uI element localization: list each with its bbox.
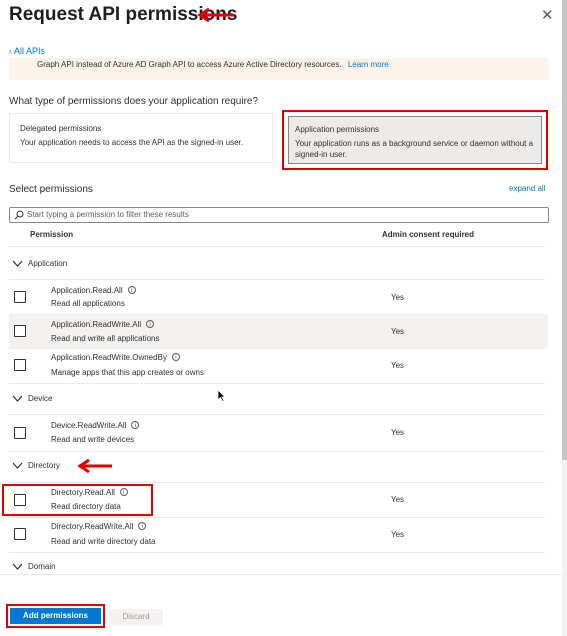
permission-name: Directory.Read.All: [51, 488, 115, 497]
delegated-permissions-card[interactable]: [9, 113, 273, 163]
permission-description: Manage apps that this app creates or owns: [51, 368, 204, 377]
info-icon[interactable]: i: [120, 488, 128, 496]
search-icon: [14, 210, 24, 220]
panel-title: Request API permissions: [9, 4, 238, 25]
permission-name: Application.ReadWrite.All: [51, 320, 142, 329]
chevron-down-icon: [12, 395, 23, 402]
admin-consent-value: Yes: [391, 293, 405, 302]
delegated-permissions-title: Delegated permissions: [20, 124, 102, 133]
application-permissions-card-inner: [288, 116, 542, 164]
permission-row-application-readwrite-all: [9, 315, 548, 348]
footer-divider: [0, 574, 562, 575]
permission-description: Read and write all applications: [51, 334, 160, 343]
permission-description: Read directory data: [51, 502, 121, 511]
annotation-highlight-directory-read-all: [2, 484, 153, 516]
chevron-down-icon: [12, 260, 23, 267]
scrollbar-thumb[interactable]: [562, 0, 567, 460]
permission-description: Read and write devices: [51, 435, 135, 444]
group-label-device: Device: [28, 394, 53, 403]
row-divider: [9, 552, 545, 553]
permission-name: Directory.ReadWrite.All: [51, 522, 134, 531]
header-divider: [9, 246, 545, 247]
banner-text: Graph API instead of Azure AD Graph API to access Azure Active Directory resources.: [37, 60, 342, 69]
checkbox-application-readwrite-ownedby[interactable]: [14, 359, 26, 371]
permission-search-input[interactable]: [9, 207, 549, 223]
permission-name-wrap: [51, 286, 136, 295]
permission-row-application-read-all: [9, 280, 548, 314]
permission-type-question: What type of permissions does your application require?: [9, 96, 259, 107]
column-header-admin-consent: Admin consent required: [382, 230, 475, 239]
permission-name-wrap: [51, 522, 146, 531]
admin-consent-value: Yes: [391, 428, 405, 437]
chevron-down-icon: [12, 462, 23, 469]
permission-description: Read all applications: [51, 299, 125, 308]
info-icon[interactable]: i: [172, 353, 180, 361]
permission-name: Application.ReadWrite.OwnedBy: [51, 353, 167, 362]
application-permissions-description: Your application runs as a background service or daemon without a signed-in user.: [295, 139, 534, 159]
group-label-directory: Directory: [28, 461, 61, 470]
row-divider: [9, 383, 545, 384]
info-icon[interactable]: i: [138, 522, 146, 530]
chevron-down-icon: [12, 563, 23, 570]
group-toggle-device[interactable]: [12, 394, 52, 403]
permission-name: Device.ReadWrite.All: [51, 421, 127, 430]
back-to-all-apis-link[interactable]: ‹ All APIs: [9, 46, 46, 56]
permission-description: Read and write directory data: [51, 537, 156, 546]
group-label-domain: Domain: [28, 562, 56, 571]
info-icon[interactable]: i: [146, 320, 154, 328]
select-permissions-heading: Select permissions: [9, 184, 93, 195]
annotation-arrow-directory: [77, 459, 113, 473]
delegated-permissions-description: Your application needs to access the API as the signed-in user.: [20, 138, 243, 147]
application-permissions-card[interactable]: [282, 110, 548, 170]
discard-button[interactable]: Discard: [109, 609, 163, 625]
info-banner: [9, 58, 549, 80]
group-toggle-application[interactable]: [12, 259, 67, 268]
checkbox-application-read-all[interactable]: [14, 291, 26, 303]
permission-name-wrap: [51, 421, 139, 430]
application-permissions-title: Application permissions: [295, 125, 380, 134]
permission-name-wrap: [51, 320, 154, 329]
annotation-arrow-title: [197, 8, 235, 22]
permission-name: Application.Read.All: [51, 286, 123, 295]
admin-consent-value: Yes: [391, 530, 405, 539]
checkbox-application-readwrite-all[interactable]: [14, 325, 26, 337]
expand-all-link[interactable]: expand all: [509, 184, 546, 193]
learn-more-link[interactable]: Learn more: [347, 60, 389, 69]
permission-row-application-readwrite-ownedby: [9, 349, 548, 383]
checkbox-device-readwrite-all[interactable]: [14, 427, 26, 439]
admin-consent-value: Yes: [391, 327, 405, 336]
add-permissions-button[interactable]: Add permissions: [10, 608, 101, 624]
annotation-highlight-add-permissions: [6, 604, 105, 628]
group-toggle-domain[interactable]: [12, 562, 56, 571]
permission-row-directory-readwrite-all: [9, 518, 548, 552]
checkbox-directory-readwrite-all[interactable]: [14, 528, 26, 540]
search-placeholder: Start typing a permission to filter these results: [27, 210, 189, 219]
admin-consent-value: Yes: [391, 361, 405, 370]
permission-row-device-readwrite-all: [9, 415, 548, 451]
permission-name-wrap: [51, 353, 180, 362]
admin-consent-value: Yes: [391, 495, 405, 504]
column-header-permission: Permission: [30, 230, 74, 239]
group-label-application: Application: [28, 259, 68, 268]
info-icon[interactable]: i: [128, 286, 136, 294]
info-icon[interactable]: i: [131, 421, 139, 429]
mouse-pointer-icon: [217, 389, 226, 402]
row-divider: [9, 451, 545, 452]
close-icon[interactable]: ✕: [541, 7, 554, 24]
group-toggle-directory[interactable]: [12, 461, 60, 470]
